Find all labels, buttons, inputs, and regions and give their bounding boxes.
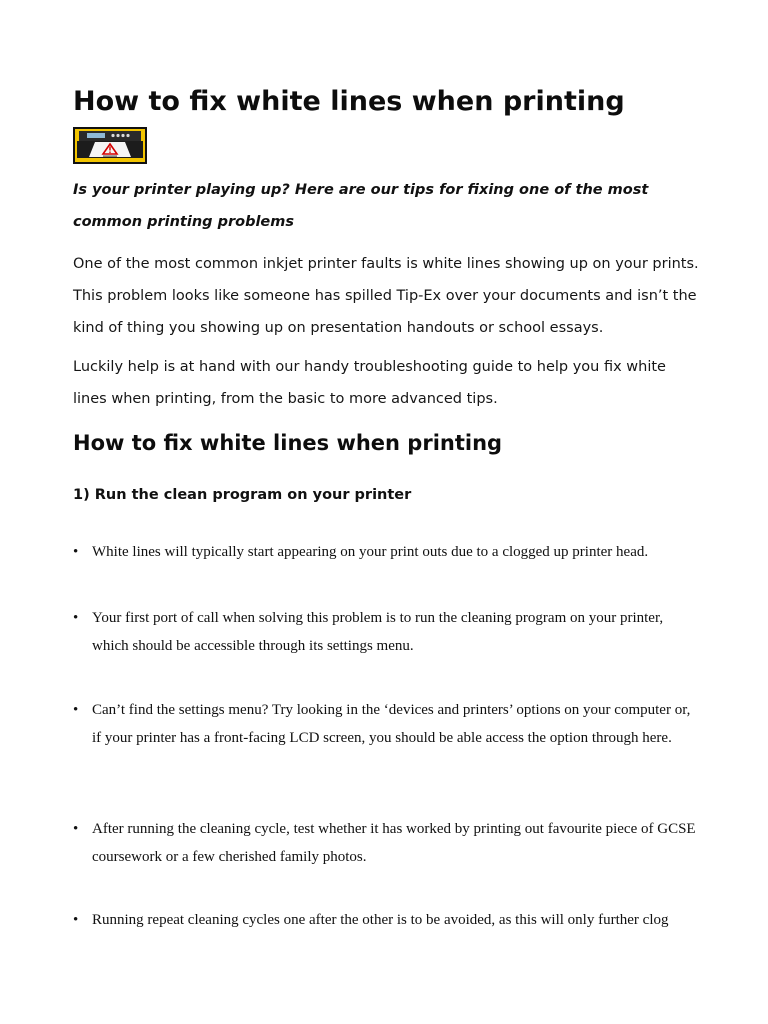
article-lead: Is your printer playing up? Here are our tips for fixing one of the most common printing problems [73,182,649,230]
list-item [73,696,703,752]
list-item [73,906,703,934]
printer-warning-icon [73,127,147,164]
bullet-icon: • [73,610,79,626]
section-heading: How to fix white lines when printing [73,431,503,455]
page-title: How to fix white lines when printing [73,86,625,117]
intro-paragraph: One of the most common inkjet printer faults is white lines showing up on your prints. This problem looks like someone has spilled Tip-Ex over your documents and isn’t the kind of thing you showing up on presentation handouts or school essays. [73,256,699,336]
list-item-text: Running repeat cleaning cycles one after the other is to be avoided, as this will only further clog [92,912,669,928]
list-item-text: Your first port of call when solving this problem is to run the cleaning program on your printer, which should be accessible through its settings menu. [92,610,664,654]
bullet-icon: • [73,544,79,560]
list-item-text: After running the cleaning cycle, test whether it has worked by printing out favourite piece of GCSE coursework or a few cherished family photos. [92,821,696,865]
bullet-icon: • [73,912,79,928]
list-item [73,604,703,660]
help-paragraph: Luckily help is at hand with our handy troubleshooting guide to help you fix white lines when printing, from the basic to more advanced tips. [73,359,666,407]
list-item [73,538,703,566]
list-item-text: White lines will typically start appearing on your print outs due to a clogged up printer head. [92,544,649,560]
list-item [73,815,703,871]
list-item-text: Can’t find the settings menu? Try looking in the ‘devices and printers’ options on your computer or, if your printer has a front-facing LCD screen, you should be able access the option through here. [92,702,691,746]
bullet-icon: • [73,702,79,718]
bullet-icon: • [73,821,79,837]
step-heading: 1) Run the clean program on your printer [73,487,412,503]
